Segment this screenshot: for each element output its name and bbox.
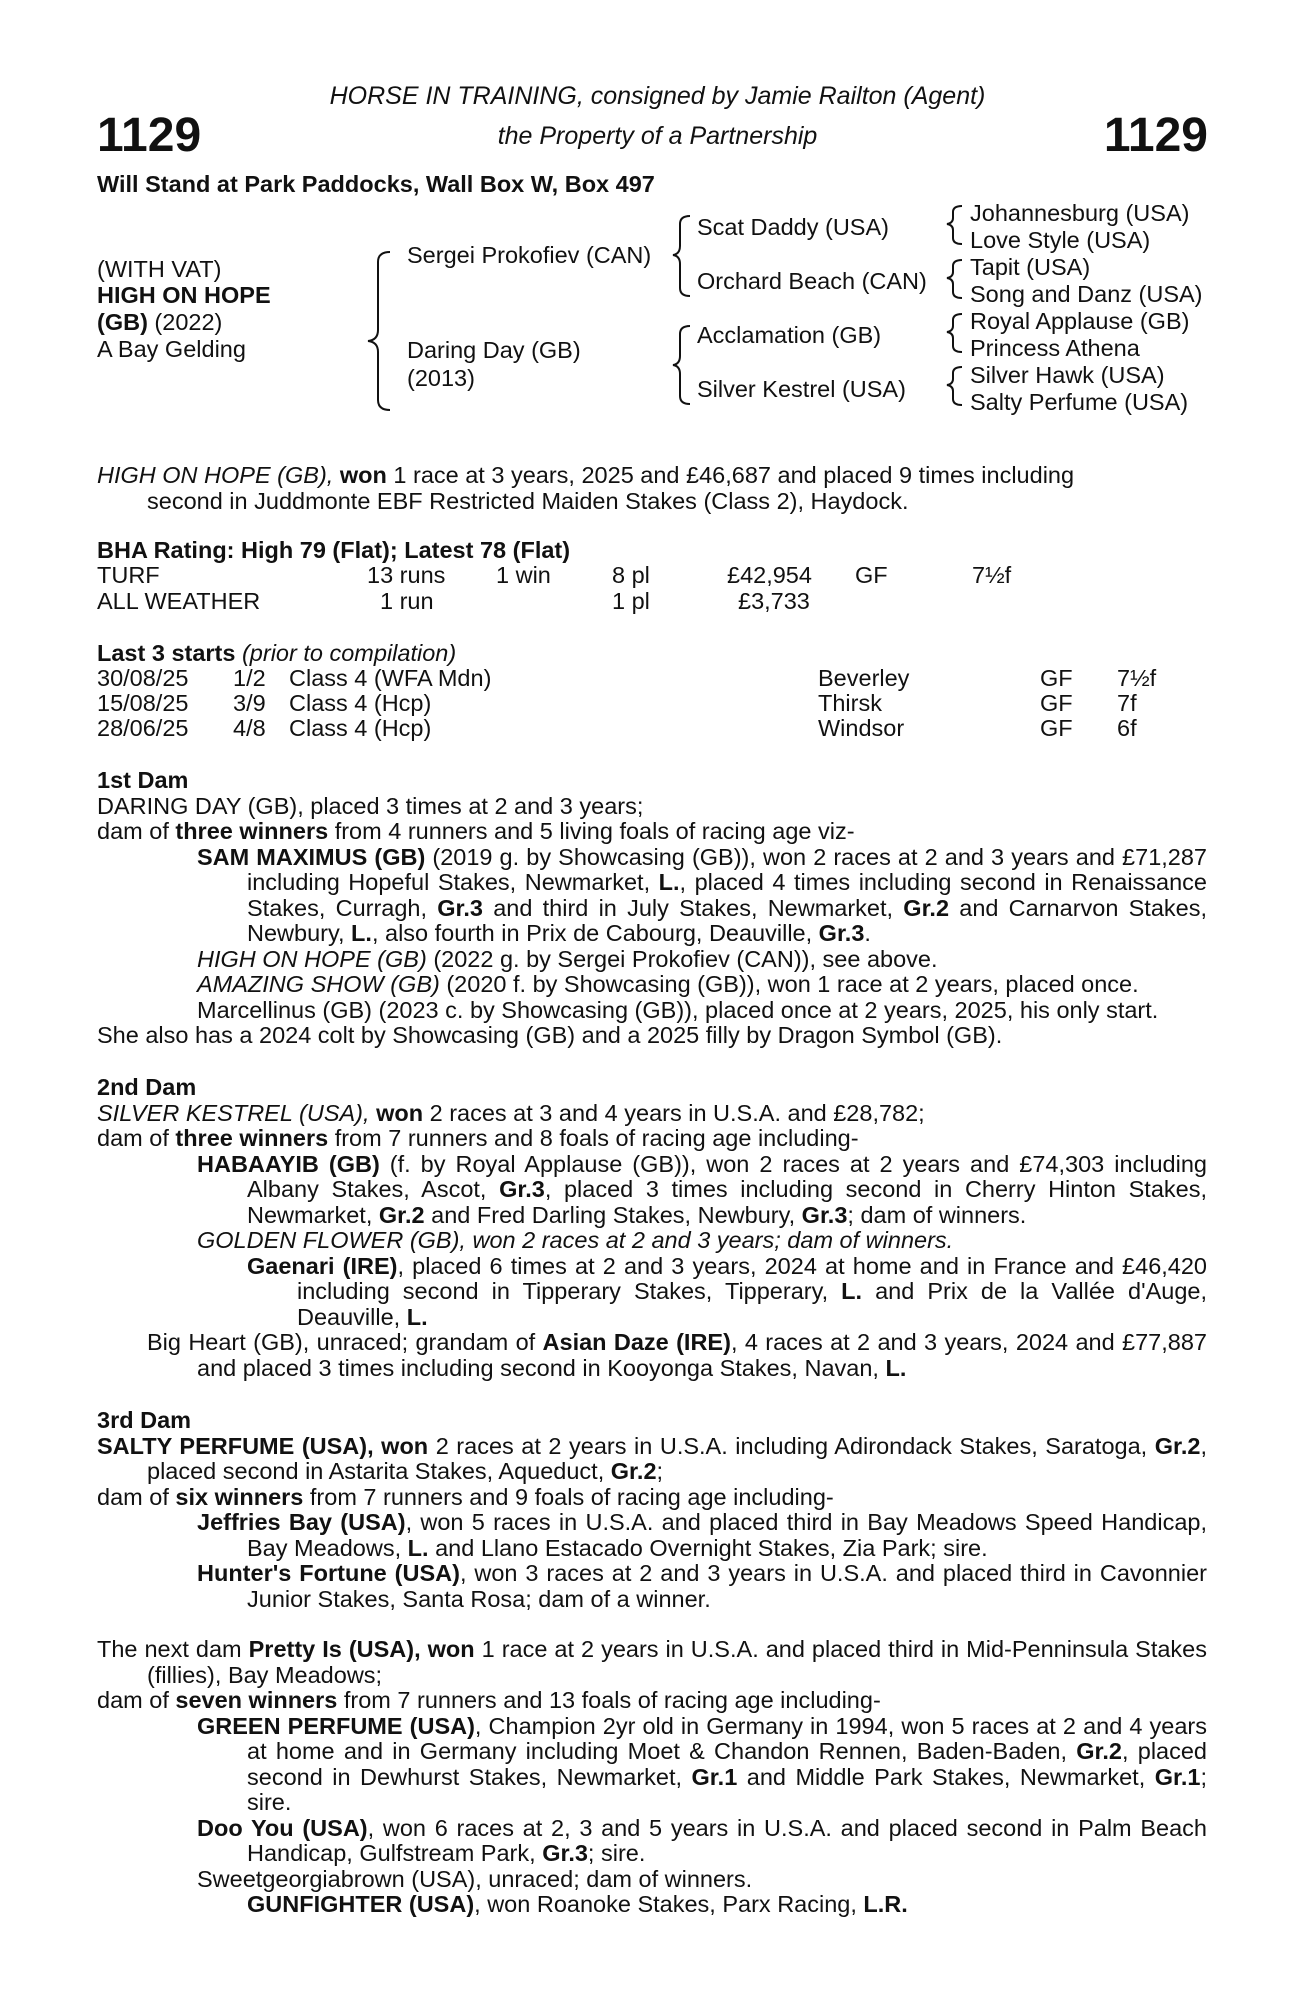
offspring-green-perfume: GREEN PERFUME (USA), Champion 2yr old in Germany in 1994, won 5 races at 2 and 4 years at home and in Germany including Moet & Chandon Rennen, Baden-Baden, Gr.2, placed second in Dewhurst Stakes, Newmarket, Gr.1 and Middle Park Stakes, Newmarket, Gr.1; sire. — [197, 1712, 1208, 1815]
bha-row-aw-pl: 1 pl — [612, 588, 650, 614]
start-1-going: GF — [1040, 665, 1073, 691]
sire-sire-sire: Johannesburg (USA) — [970, 200, 1190, 226]
third-dam-line-1: SALTY PERFUME (USA), won 2 races at 2 years in U.S.A. including Adirondack Stakes, Saratoga, Gr.2, placed second in Astarita Stakes, Aqueduct, Gr.2; — [97, 1432, 1207, 1484]
start-1-course: Beverley — [818, 665, 910, 691]
start-1-race: Class 4 (WFA Mdn) — [289, 665, 492, 691]
offspring-big-heart: Big Heart (GB), unraced; grandam of Asian Daze (IRE), 4 races at 2 and 3 years, 2024 and £77,887 and placed 3 times including second in Kooyonga Stakes, Navan, L. — [147, 1329, 1207, 1381]
bha-row-turf-going: GF — [855, 562, 888, 588]
start-2-race: Class 4 (Hcp) — [289, 690, 432, 716]
bha-row-turf-surface: TURF — [97, 562, 160, 588]
horse-name: HIGH ON HOPE — [97, 282, 271, 308]
consignment-line: HORSE IN TRAINING, consigned by Jamie Railton (Agent) — [329, 82, 986, 110]
offspring-doo-you: Doo You (USA), won 6 races at 2, 3 and 5 years in U.S.A. and placed second in Palm Beach Handicap, Gulfstream Park, Gr.3; sire. — [197, 1814, 1207, 1866]
next-dam-line-1: The next dam Pretty Is (USA), won 1 race at 2 years in U.S.A. and placed third in Mid-Penninsula Stakes (fillies), Bay Meadows; — [97, 1636, 1207, 1688]
horse-origin: (GB) — [97, 309, 148, 335]
last-starts-label: Last 3 starts — [97, 640, 236, 666]
lot-number-left: 1129 — [97, 109, 202, 162]
start-3-date: 28/06/25 — [97, 715, 189, 741]
bha-row-turf-wins: 1 win — [496, 562, 551, 588]
start-2-going: GF — [1040, 690, 1073, 716]
horse-year: (2022) — [147, 309, 223, 335]
bha-row-turf-prize: £42,954 — [727, 562, 812, 588]
first-dam-line-2: dam of three winners from 4 runners and 5 living foals of racing age viz- — [97, 818, 855, 844]
dam-sire: Acclamation (GB) — [697, 322, 882, 348]
offspring-high-on-hope: HIGH ON HOPE (GB) (2022 g. by Sergei Prokofiev (CAN)), see above. — [197, 945, 938, 972]
third-dam-title: 3rd Dam — [97, 1407, 192, 1433]
start-3-course: Windsor — [818, 715, 905, 741]
offspring-marcellinus: Marcellinus (GB) (2023 c. by Showcasing (GB)), placed once at 2 years, 2025, his only start. — [197, 996, 1159, 1023]
sire-sire: Scat Daddy (USA) — [697, 214, 889, 240]
third-dam-line-2: dam of six winners from 7 runners and 9 foals of racing age including- — [97, 1483, 834, 1510]
sire-dam: Orchard Beach (CAN) — [697, 268, 927, 294]
sire-dam-sire: Tapit (USA) — [970, 254, 1091, 280]
sire-dam-dam: Song and Danz (USA) — [970, 281, 1203, 307]
offspring-golden-flower: GOLDEN FLOWER (GB), won 2 races at 2 and 3 years; dam of winners. — [197, 1227, 954, 1253]
bha-row-aw-runs: 1 run — [380, 588, 434, 614]
second-dam-section — [97, 1075, 1207, 1381]
third-dam-section — [97, 1408, 1207, 1612]
lot-number-right: 1129 — [1103, 109, 1208, 162]
start-2-course: Thirsk — [818, 690, 882, 716]
last-starts-title — [97, 641, 456, 667]
offspring-jeffries-bay: Jeffries Bay (USA), won 5 races in U.S.A. and placed third in Bay Meadows Speed Handicap, Bay Meadows, L. and Llano Estacado Overnight Stakes, Zia Park; sire. — [197, 1509, 1207, 1561]
stable-location: Will Stand at Park Paddocks, Wall Box W, Box 497 — [97, 171, 655, 197]
dam-dam-dam: Salty Perfume (USA) — [970, 389, 1189, 415]
bha-row-turf-runs: 13 runs — [367, 562, 446, 588]
start-3-dist: 6f — [1117, 715, 1137, 741]
dam-dam-sire: Silver Hawk (USA) — [970, 362, 1165, 388]
offspring-hunters-fortune: Hunter's Fortune (USA), won 3 races at 2 and 3 years in U.S.A. and placed third in Cavonnier Junior Stakes, Santa Rosa; dam of a winner. — [197, 1560, 1207, 1612]
second-dam-line-1: SILVER KESTREL (USA), won 2 races at 3 and 4 years in U.S.A. and £28,782; — [97, 1099, 925, 1126]
offspring-sweetgeorgiabrown: Sweetgeorgiabrown (USA), unraced; dam of winners. — [197, 1865, 753, 1892]
summary-horse-name: HIGH ON HOPE (GB), — [97, 462, 334, 488]
first-dam-title: 1st Dam — [97, 767, 189, 793]
vat-note: (WITH VAT) — [97, 256, 222, 282]
bha-row-aw-prize: £3,733 — [738, 588, 810, 614]
last-starts-note: (prior to compilation) — [241, 640, 457, 666]
summary-won: won — [339, 462, 387, 488]
dam: Daring Day (GB) — [407, 337, 581, 363]
race-summary — [97, 463, 1207, 514]
start-1-pos: 1/2 — [233, 665, 266, 691]
start-2-dist: 7f — [1117, 690, 1137, 716]
second-dam-title: 2nd Dam — [97, 1074, 197, 1100]
dam-sire-sire: Royal Applause (GB) — [970, 308, 1190, 334]
first-dam-line-1: DARING DAY (GB), placed 3 times at 2 and 3 years; — [97, 792, 644, 819]
summary-text-1: 1 race at 3 years, 2025 and £46,687 and placed 9 times including — [386, 462, 1075, 488]
next-dam-section — [97, 1637, 1207, 1918]
first-dam-section — [97, 768, 1207, 1049]
bha-row-aw-surface: ALL WEATHER — [97, 588, 261, 614]
start-3-pos: 4/8 — [233, 715, 266, 741]
horse-description: A Bay Gelding — [97, 336, 246, 362]
start-2-date: 15/08/25 — [97, 690, 189, 716]
dam-year: (2013) — [407, 365, 475, 391]
property-line: the Property of a Partnership — [497, 122, 818, 150]
start-1-dist: 7½f — [1117, 665, 1157, 691]
offspring-habaayib: HABAAYIB (GB) (f. by Royal Applause (GB)), won 2 races at 2 years and £74,303 including Albany Stakes, Ascot, Gr.3, placed 3 times including second in Cherry Hinton Stakes, Newmarket, Gr.2 and Fred Darling Stakes, Newbury, Gr.3; dam of winners. — [197, 1150, 1207, 1228]
offspring-gunfighter: GUNFIGHTER (USA), won Roanoke Stakes, Parx Racing, L.R. — [247, 1891, 908, 1917]
start-1-date: 30/08/25 — [97, 665, 189, 691]
offspring-amazing-show: AMAZING SHOW (GB) (2020 f. by Showcasing (GB)), won 1 race at 2 years, placed once. — [197, 971, 1139, 997]
first-dam-also: She also has a 2024 colt by Showcasing (GB) and a 2025 filly by Dragon Symbol (GB). — [97, 1022, 1003, 1048]
dam-sire-dam: Princess Athena — [970, 335, 1140, 361]
start-3-going: GF — [1040, 715, 1073, 741]
summary-text-2: second in Juddmonte EBF Restricted Maiden Stakes (Class 2), Haydock. — [147, 487, 909, 514]
start-3-race: Class 4 (Hcp) — [289, 715, 432, 741]
next-dam-line-2: dam of seven winners from 7 runners and 13 foals of racing age including- — [97, 1687, 881, 1713]
start-2-pos: 3/9 — [233, 690, 266, 716]
bha-row-turf-pl: 8 pl — [612, 562, 650, 588]
bha-row-turf-dist: 7½f — [972, 562, 1012, 588]
offspring-gaenari: Gaenari (IRE), placed 6 times at 2 and 3 years, 2024 at home and in France and £46,420 including second in Tipperary Stakes, Tipperary, L. and Prix de la Vallée d'Auge, Deauville, L. — [247, 1252, 1207, 1330]
dam-dam: Silver Kestrel (USA) — [697, 376, 906, 402]
sire-sire-dam: Love Style (USA) — [970, 227, 1151, 253]
second-dam-line-2: dam of three winners from 7 runners and 8 foals of racing age including- — [97, 1125, 859, 1151]
sire: Sergei Prokofiev (CAN) — [407, 242, 652, 268]
bha-rating-title: BHA Rating: High 79 (Flat); Latest 78 (Flat) — [97, 537, 571, 563]
offspring-sam-maximus: SAM MAXIMUS (GB) (2019 g. by Showcasing (GB)), won 2 races at 2 and 3 years and £71,287 including Hopeful Stakes, Newmarket, L., placed 4 times including second in Renaissance Stakes, Curragh, Gr.3 and third in July Stakes, Newmarket, Gr.2 and Carnarvon Stakes, Newbury, L., also fourth in Prix de Cabourg, Deauville, Gr.3. — [197, 843, 1208, 946]
